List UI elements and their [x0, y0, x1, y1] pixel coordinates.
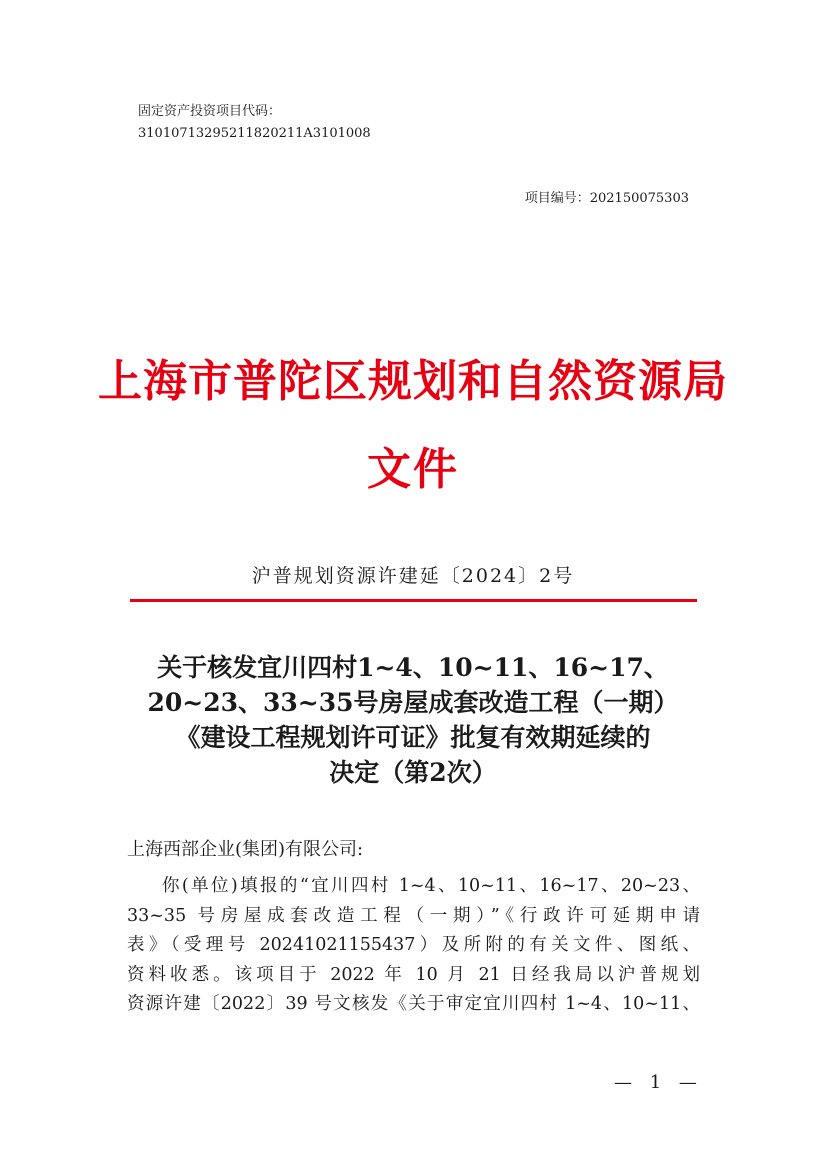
issuer-title: 上海市普陀区规划和自然资源局	[98, 356, 728, 407]
body-line: 资源许建〔2022〕39 号文核发《关于审定宜川四村 1~4、10~11、	[127, 994, 700, 1014]
investment-code-label: 固定资产投资项目代码：	[138, 104, 282, 119]
page-number: — 1 —	[614, 1072, 703, 1093]
body-line: 33~35 号房屋成套改造工程（一期）”《行政许可延期申请	[127, 905, 700, 926]
investment-code-value: 31010713295211820211A3101008	[138, 126, 371, 141]
body-paragraph	[127, 872, 700, 1020]
document-number: 沪普规划资源许建延〔2024〕2号	[251, 565, 575, 587]
title-line: 决定（第2次）	[329, 758, 497, 787]
body-line: 表》（受理号 20241021155437）及所附的有关文件、图纸、	[127, 935, 700, 955]
issuer-subtitle: 文件	[367, 444, 459, 495]
title-line: 《建设工程规划许可证》批复有效期延续的	[175, 723, 651, 752]
title-line: 关于核发宜川四村1~4、10~11、16~17、	[157, 653, 669, 682]
project-number: 项目编号：202150075303	[524, 191, 689, 206]
addressee: 上海西部企业(集团)有限公司:	[127, 839, 364, 860]
red-separator-line	[130, 599, 697, 602]
body-line: 你(单位)填报的“宜川四村 1~4、10~11、16~17、20~23、	[162, 876, 700, 896]
title-line: 20~23、33~35号房屋成套改造工程（一期）	[147, 688, 679, 717]
body-line: 资料收悉。该项目于 2022 年 10 月 21 日经我局以沪普规划	[127, 964, 700, 985]
decision-title	[125, 650, 701, 790]
